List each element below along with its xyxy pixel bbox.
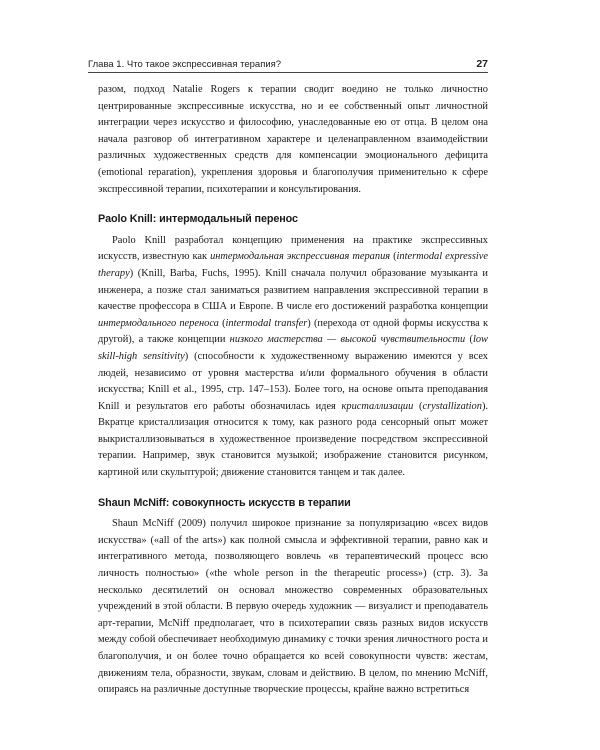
- term-intermodal-therapy-en: intermodal expressive therapy: [98, 251, 488, 279]
- text-run: ). Вкратце кристаллизация относится к тому, как разного рода сенсорный опыт может выкристаллизовываться в художественное произведение посредством экспрессивной терапии. Например, звук становится музыкой; изображение становится рисунком, картиной или скульптурой; движение становится танцем и так далее.: [98, 400, 488, 479]
- text-run: ) (способности к художественному выражению имеются у всех людей, независимо от уровня мастерства и/или формального обучения в области искусства; Knill et al., 1995, стр. 147–153). Более того, на основе опыта преподавания Knill и результатов его работы обозначилась идея: [98, 350, 488, 412]
- page-body: [98, 82, 488, 699]
- section-heading-mcniff: Shaun McNiff: совокупность искусств в терапии: [98, 496, 351, 509]
- text-run: (: [413, 400, 423, 412]
- paragraph-knill: [98, 233, 488, 482]
- text-run: Paolo Knill разработал концепцию применения на практике экспрессивных искусств, известную как: [98, 234, 488, 263]
- paragraph-mcniff: Shaun McNiff (2009) получил широкое признание за популяризацию «всех видов искусства» («all of the arts») как полной смысла и эффективной терапии, равно как и интегративного метода, позволяющего вовлечь «в терапевтический процесс всю личность полностью» («the whole person in the therapeutic process») (стр. 3). За несколько десятилетий он основал множество современных образовательных учреждений в этой области. В первую очередь художник — визуалист и преподаватель арт-терапии, McNiff предполагает, что в психотерапии связь разных видов искусств между собой обеспечивает необходимую динамику с точки зрения личностного роста и благополучия, и он более точно обращается ко всей совокупности чувств: жестам, движениям тела, образности, звукам, словам и действию. В целом, по мнению McNiff, опираясь на различные доступные творческие процессы, крайне важно встретиться: [98, 518, 488, 696]
- text-run: (: [218, 317, 226, 329]
- text-run: (: [465, 334, 473, 346]
- term-crystallization-en: crystallization: [422, 400, 482, 412]
- term-low-skill-en: low skill-high sensitivity: [98, 334, 488, 362]
- term-intermodal-transfer-en: intermodal transfer: [225, 317, 308, 329]
- section-heading-knill: Paolo Knill: интермодальный перенос: [98, 213, 298, 226]
- header-rule: [88, 72, 488, 73]
- paragraph-rogers-conclusion: разом, подход Natalie Rogers к терапии сводит воедино не только личностно центрированные экспрессивные искусства, но и ее собственный опыт личностной интеграции через искусство и философию, унаследованные ею от отца. В целом она начала разговор об интегративном характере и целенаправленном взаимодействии различных художественных средств для компенсации эмоционального дефицита (emotional reparation), укрепления здоровья и благополучия применительно к сфере экспрессивной терапии, психотерапии и консультирования.: [98, 84, 488, 195]
- chapter-title: Глава 1. Что такое экспрессивная терапия?: [88, 59, 282, 70]
- running-header: [88, 58, 488, 78]
- term-crystallization: кристаллизации: [341, 400, 414, 412]
- term-intermodal-therapy: интермодальная экспрессивная терапия: [210, 251, 391, 263]
- page-number: 27: [476, 58, 488, 70]
- term-intermodal-transfer: интермодального переноса: [98, 317, 219, 329]
- text-run: ) (Knill, Barba, Fuchs, 1995). Knill сначала получил образование музыканта и инженера, а позже стал заниматься развитием направления экспрессивной терапии в качестве профессора в США и Европе. В числе его достижений разработка концепции: [98, 267, 488, 313]
- text-run: (: [390, 251, 397, 263]
- term-low-skill: низкого мастерства — высокой чувствительности: [229, 334, 466, 346]
- text-run: ) (перехода от одной формы искусства к другой), а также концепции: [98, 317, 489, 346]
